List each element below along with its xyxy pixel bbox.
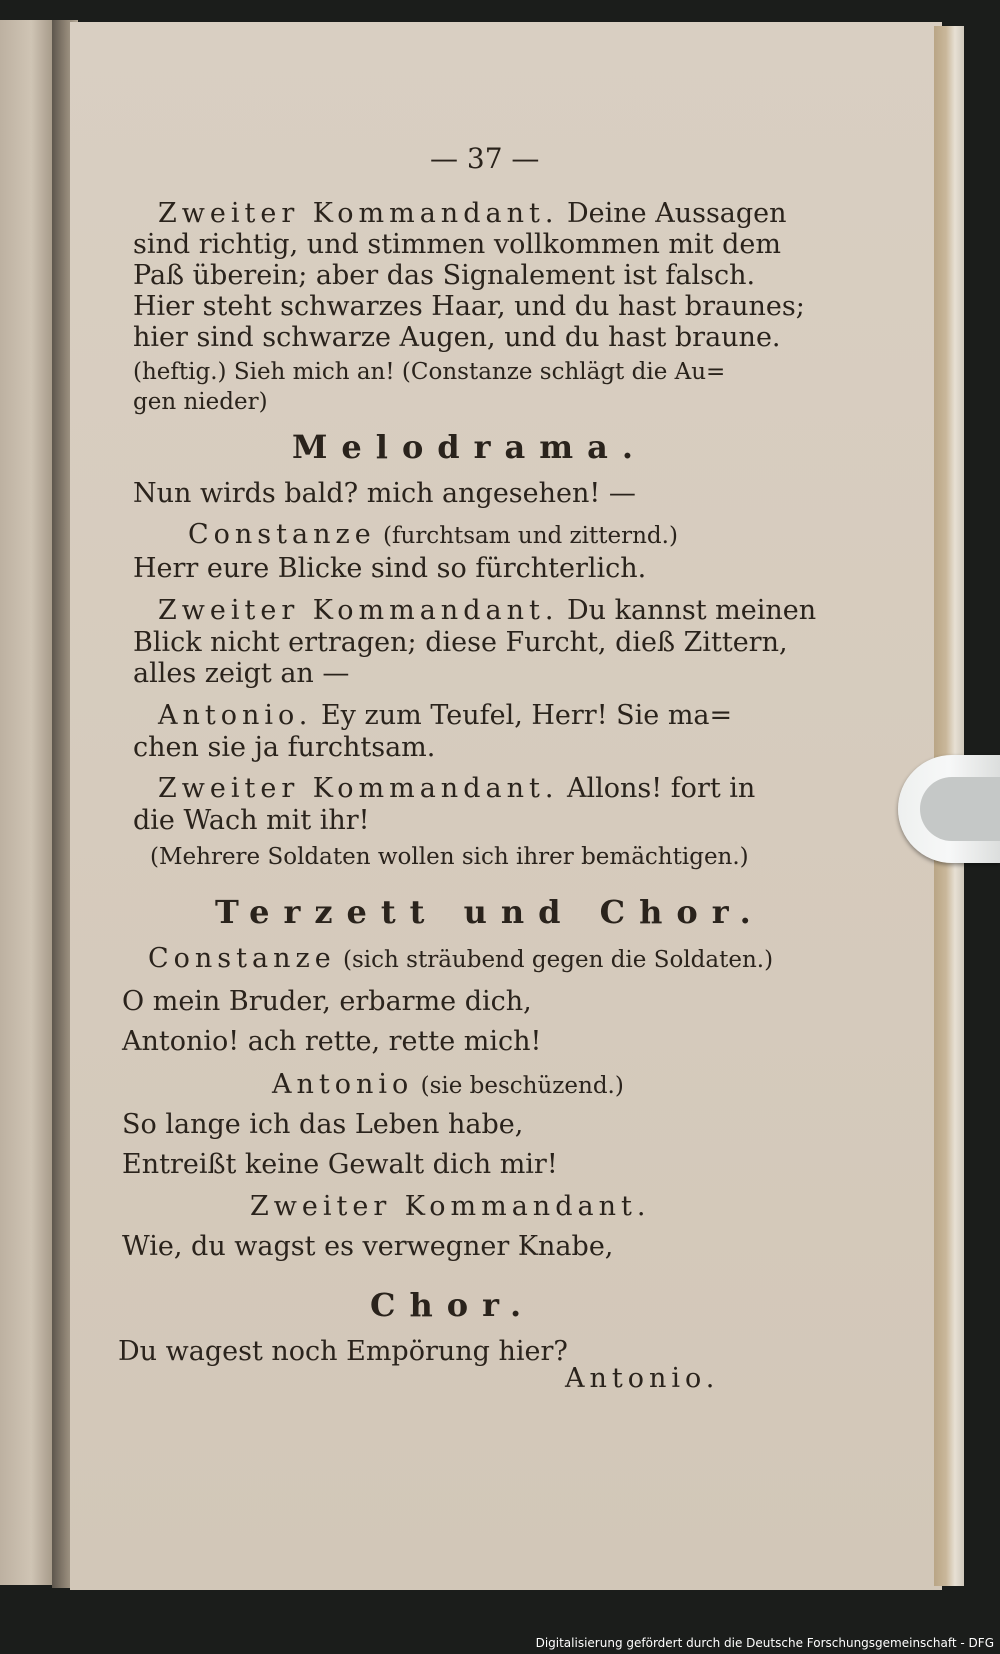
text-line: Wie, du wagst es verwegner Knabe,	[122, 1231, 614, 1262]
speaker-name: Constanze	[188, 519, 376, 550]
text-line: Herr eure Blicke sind so fürchterlich.	[133, 553, 647, 584]
text-line: Zweiter Kommandant. Du kannst meinen	[158, 595, 817, 626]
text-line: Zweiter Kommandant. Deine Aussagen	[158, 198, 787, 229]
text-line: chen sie ja furchtsam.	[133, 732, 436, 763]
text-line: (heftig.) Sieh mich an! (Constanze schlägt die Au=	[133, 359, 726, 385]
speaker-name: Constanze	[148, 943, 336, 974]
text-line: Hier steht schwarzes Haar, und du hast braunes;	[133, 291, 805, 322]
text-line: sind richtig, und stimmen vollkommen mit dem	[133, 229, 781, 260]
text-line: Antonio (sie beschüzend.)	[272, 1069, 624, 1100]
text-line	[250, 1190, 650, 1224]
text-line: O mein Bruder, erbarme dich,	[122, 986, 532, 1017]
text-line: Entreißt keine Gewalt dich mir!	[122, 1149, 558, 1180]
speaker-name: Zweiter Kommandant.	[158, 595, 559, 626]
section-heading: Terzett und Chor.	[215, 893, 765, 931]
text-line: Paß überein; aber das Signalement ist falsch.	[133, 260, 756, 291]
catchword	[565, 1362, 719, 1396]
text-line: alles zeigt an —	[133, 658, 350, 689]
digitization-credit: Digitalisierung gefördert durch die Deutsche Forschungsgemeinschaft - DFG	[535, 1636, 994, 1650]
text-line: Du wagest noch Empörung hier?	[118, 1336, 568, 1367]
text-line: Nun wirds bald? mich angesehen! —	[133, 478, 636, 509]
text-line: Constanze (sich sträubend gegen die Soldaten.)	[148, 943, 774, 974]
speaker-name: Antonio.	[565, 1363, 720, 1394]
text-line: So lange ich das Leben habe,	[122, 1109, 524, 1140]
speaker-name: Zweiter Kommandant.	[158, 198, 559, 229]
page-number: — 37 —	[430, 142, 540, 175]
section-heading: Chor.	[370, 1286, 536, 1324]
text-line: Blick nicht ertragen; diese Furcht, dieß Zittern,	[133, 627, 788, 658]
text-line: gen nieder)	[133, 389, 268, 415]
text-line: Antonio. Ey zum Teufel, Herr! Sie ma=	[158, 700, 733, 731]
section-heading: Melodrama.	[292, 428, 647, 466]
speaker-name: Antonio	[272, 1069, 414, 1100]
speaker-name: Zweiter Kommandant.	[250, 1191, 651, 1222]
text-line: Antonio! ach rette, rette mich!	[122, 1026, 542, 1057]
text-line: Constanze (furchtsam und zitternd.)	[188, 519, 678, 550]
text-line: die Wach mit ihr!	[133, 805, 370, 836]
text-line: hier sind schwarze Augen, und du hast braune.	[133, 322, 781, 353]
stage-direction: (Mehrere Soldaten wollen sich ihrer bemächtigen.)	[150, 844, 749, 870]
speaker-name: Antonio.	[158, 700, 313, 731]
text-line: Zweiter Kommandant. Allons! fort in	[158, 773, 756, 804]
speaker-name: Zweiter Kommandant.	[158, 773, 559, 804]
